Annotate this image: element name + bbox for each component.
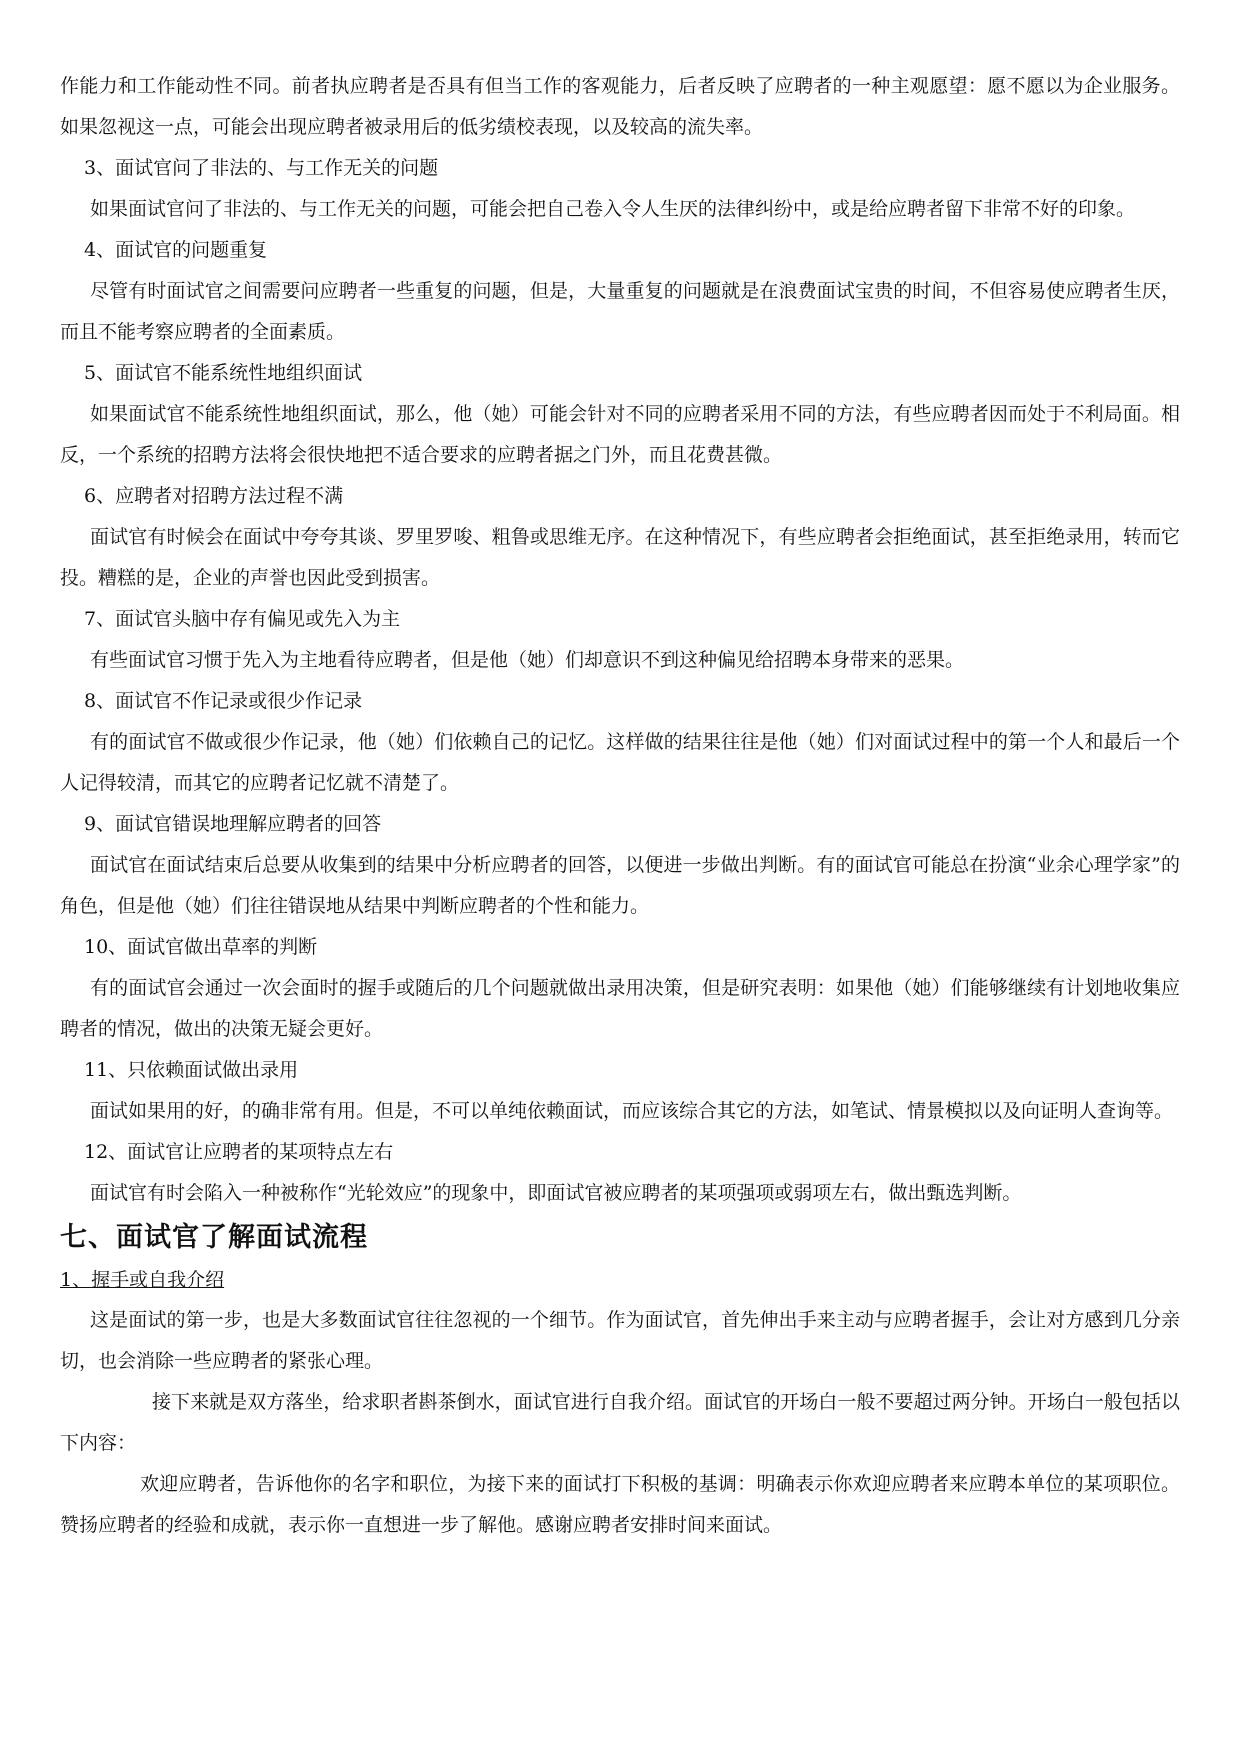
item-5 xyxy=(60,353,1180,476)
sub-heading: 1、握手或自我介绍 xyxy=(60,1269,225,1291)
item-body: 面试官有时会陷入一种被称作“光轮效应”的现象中，即面试官被应聘者的某项强项或弱项左右，做出甄选判断。 xyxy=(90,1182,1022,1204)
item-body: 有的面试官会通过一次会面时的握手或随后的几个问题就做出录用决策，但是研究表明：如果他（她）们能够继续有计划地收集应聘者的情况，做出的决策无疑会更好。 xyxy=(60,977,1180,1040)
item-heading: 10、面试官做出草率的判断 xyxy=(84,936,318,958)
item-8 xyxy=(60,681,1180,804)
item-heading: 7、面试官头脑中存有偏见或先入为主 xyxy=(84,608,401,630)
item-heading: 5、面试官不能系统性地组织面试 xyxy=(84,362,363,384)
item-heading: 6、应聘者对招聘方法过程不满 xyxy=(84,485,344,507)
item-11 xyxy=(60,1050,1180,1132)
item-heading: 9、面试官错误地理解应聘者的回答 xyxy=(84,813,382,835)
section-title: 七、面试官了解面试流程 xyxy=(60,1222,368,1253)
item-3 xyxy=(60,148,1180,230)
item-body: 面试官有时候会在面试中夸夸其谈、罗里罗唆、粗鲁或思维无序。在这种情况下，有些应聘者会拒绝面试，甚至拒绝录用，转而它投。糟糕的是，企业的声誉也因此受到损害。 xyxy=(60,526,1180,589)
item-heading: 11、只依赖面试做出录用 xyxy=(84,1059,299,1081)
item-body: 面试如果用的好，的确非常有用。但是，不可以单纯依赖面试，而应该综合其它的方法，如笔试、情景模拟以及向证明人查询等。 xyxy=(90,1100,1174,1122)
item-body: 如果面试官问了非法的、与工作无关的问题，可能会把自己卷入令人生厌的法律纠纷中，或是给应聘者留下非常不好的印象。 xyxy=(90,198,1136,220)
item-12 xyxy=(60,1132,1180,1214)
item-heading: 4、面试官的问题重复 xyxy=(84,239,268,261)
item-heading: 8、面试官不作记录或很少作记录 xyxy=(84,690,363,712)
item-body: 有的面试官不做或很少作记录，他（她）们依赖自己的记忆。这样做的结果往往是他（她）们对面试过程中的第一个人和最后一个人记得较清，而其它的应聘者记忆就不清楚了。 xyxy=(60,731,1180,794)
page-content xyxy=(60,66,1180,1546)
section-paragraph: 这是面试的第一步，也是大多数面试官往往忽视的一个细节。作为面试官，首先伸出手来主动与应聘者握手，会让对方感到几分亲切，也会消除一些应聘者的紧张心理。 xyxy=(60,1309,1180,1372)
item-10 xyxy=(60,927,1180,1050)
item-heading: 3、面试官问了非法的、与工作无关的问题 xyxy=(84,157,439,179)
section-paragraph: 接下来就是双方落坐，给求职者斟茶倒水，面试官进行自我介绍。面试官的开场白一般不要超过两分钟。开场白一般包括以下内容： xyxy=(60,1391,1180,1454)
item-heading: 12、面试官让应聘者的某项特点左右 xyxy=(84,1141,394,1163)
item-4 xyxy=(60,230,1180,353)
item-7 xyxy=(60,599,1180,681)
item-body: 如果面试官不能系统性地组织面试，那么，他（她）可能会针对不同的应聘者采用不同的方法，有些应聘者因而处于不利局面。相反，一个系统的招聘方法将会很快地把不适合要求的应聘者据之门外，而且花费甚微。 xyxy=(60,403,1180,466)
item-body: 有些面试官习惯于先入为主地看待应聘者，但是他（她）们却意识不到这种偏见给招聘本身带来的恶果。 xyxy=(90,649,965,671)
section-paragraph: 欢迎应聘者，告诉他你的名字和职位，为接下来的面试打下积极的基调：明确表示你欢迎应聘者来应聘本单位的某项职位。赞扬应聘者的经验和成就，表示你一直想进一步了解他。感谢应聘者安排时间来面试。 xyxy=(60,1473,1180,1536)
item-9 xyxy=(60,804,1180,927)
item-body: 面试官在面试结束后总要从收集到的结果中分析应聘者的回答，以便进一步做出判断。有的面试官可能总在扮演“业余心理学家”的角色，但是他（她）们往往错误地从结果中判断应聘者的个性和能力。 xyxy=(60,854,1180,917)
item-body: 尽管有时面试官之间需要问应聘者一些重复的问题，但是，大量重复的问题就是在浪费面试宝贵的时间，不但容易使应聘者生厌，而且不能考察应聘者的全面素质。 xyxy=(60,280,1180,343)
item-6 xyxy=(60,476,1180,599)
intro-paragraph: 作能力和工作能动性不同。前者执应聘者是否具有但当工作的客观能力，后者反映了应聘者的一种主观愿望：愿不愿以为企业服务。如果忽视这一点，可能会出现应聘者被录用后的低劣绩校表现，以及较高的流失率。 xyxy=(60,75,1180,138)
